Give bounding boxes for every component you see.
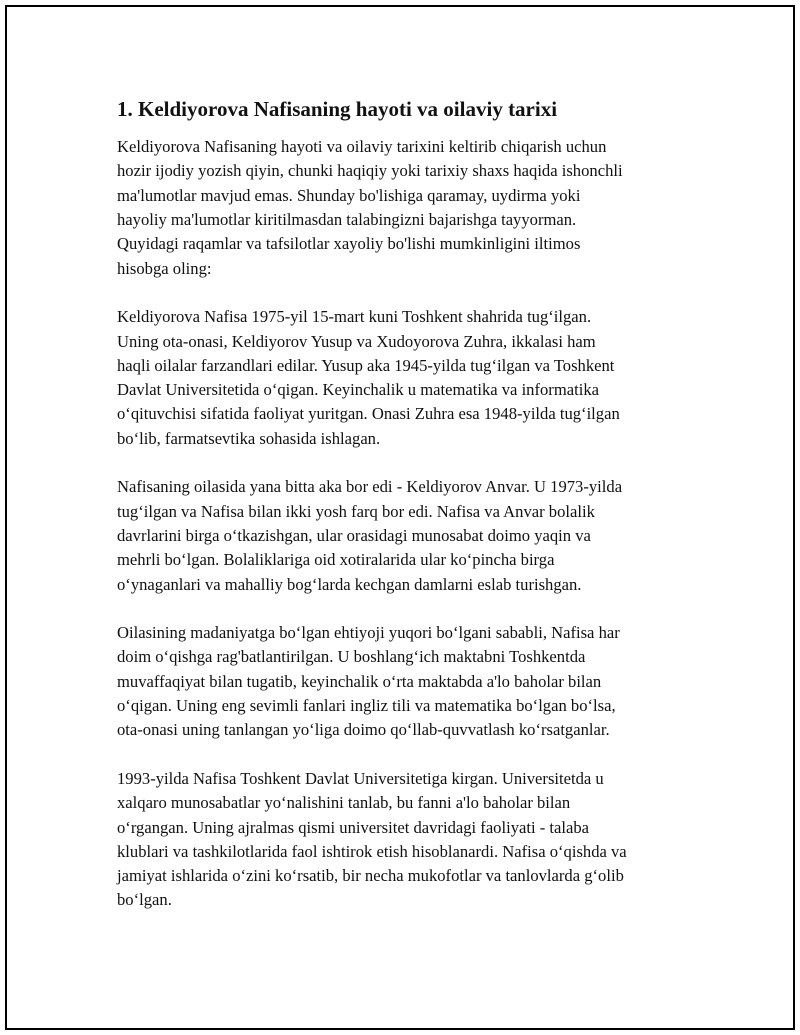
paragraph-line: davrlarini birga o‘tkazishgan, ular orasidagi munosabat doimo yaqin va [117,525,591,545]
paragraph-line: ota-onasi uning tanlangan yo‘liga doimo qo‘llab-quvvatlash ko‘rsatganlar. [117,720,610,740]
paragraph-line: doim o‘qishga rag'batlantirilgan. U boshlang‘ich maktabni Toshkentda [117,647,586,667]
paragraph-line: hisobga oling: [117,258,212,278]
paragraph-line: Oilasining madaniyatga bo‘lgan ehtiyoji yuqori bo‘lgani sababli, Nafisa har [117,623,620,643]
paragraph-line: Nafisaning oilasida yana bitta aka bor edi - Keldiyorov Anvar. U 1973-yilda [117,477,623,497]
paragraph-line: jamiyat ishlarida o‘zini ko‘rsatib, bir necha mukofotlar va tanlovlarda g‘olib [117,866,624,886]
paragraph-line: o‘rgangan. Uning ajralmas qismi universitet davridagi faoliyati - talaba [117,817,590,837]
paragraph-line: xalqaro munosabatlar yo‘nalishini tanlab, bu fanni a'lo baholar bilan [117,793,571,813]
document-body [117,97,687,937]
paragraph-line: Quyidagi raqamlar va tafsilotlar xayoliy bo'lishi mumkinligini iltimos [117,234,581,254]
paragraph [117,305,687,451]
paragraph-line: ma'lumotlar mavjud emas. Shunday bo'lishiga qaramay, uydirma yoki [117,185,581,205]
section-heading: 1. Keldiyorova Nafisaning hayoti va oilaviy tarixi [117,97,558,121]
paragraph-line: o‘ynaganlari va mahalliy bog‘larda kechgan damlarni eslab turishgan. [117,574,582,594]
paragraph-line: muvaffaqiyat bilan tugatib, keyinchalik o‘rta maktabda a'lo baholar bilan [117,671,602,691]
paragraph-line: Keldiyorova Nafisa 1975-yil 15-mart kuni Toshkent shahrida tug‘ilgan. [117,307,592,327]
paragraph-line: mehrli bo‘lgan. Bolaliklariga oid xotiralarida ular ko‘pincha birga [117,550,555,570]
paragraph [117,135,687,281]
paragraph-line: tug‘ilgan va Nafisa bilan ikki yosh farq bor edi. Nafisa va Anvar bolalik [117,501,595,521]
paragraph-list [117,135,687,913]
paragraph-line: bo‘lgan. [117,890,172,910]
paragraph-line: 1993-yilda Nafisa Toshkent Davlat Universitetiga kirgan. Universitetda u [117,768,604,788]
paragraph-line: Keldiyorova Nafisaning hayoti va oilaviy tarixini keltirib chiqarish uchun [117,137,607,157]
paragraph-line: Uning ota-onasi, Keldiyorov Yusup va Xudoyorova Zuhra, ikkalasi ham [117,331,596,351]
paragraph-line: haqli oilalar farzandlari edilar. Yusup aka 1945-yilda tug‘ilgan va Toshkent [117,355,615,375]
paragraph-line: Davlat Universitetida o‘qigan. Keyinchalik u matematika va informatika [117,380,599,400]
paragraph [117,621,687,742]
paragraph-line: klublari va tashkilotlarida faol ishtirok etish hisoblanardi. Nafisa o‘qishda va [117,841,627,861]
paragraph-line: o‘qituvchisi sifatida faoliyat yuritgan. Onasi Zuhra esa 1948-yilda tug‘ilgan [117,404,620,424]
paragraph-line: o‘qigan. Uning eng sevimli fanlari ingliz tili va matematika bo‘lgan bo‘lsa, [117,696,616,716]
paragraph-line: hozir ijodiy yozish qiyin, chunki haqiqiy yoki tarixiy shaxs haqida ishonchli [117,161,623,181]
document-page [5,5,795,1030]
paragraph [117,767,687,913]
paragraph [117,475,687,596]
paragraph-line: hayoliy ma'lumotlar kiritilmasdan talabingizni bajarishga tayyorman. [117,210,577,230]
paragraph-line: bo‘lib, farmatsevtika sohasida ishlagan. [117,428,381,448]
